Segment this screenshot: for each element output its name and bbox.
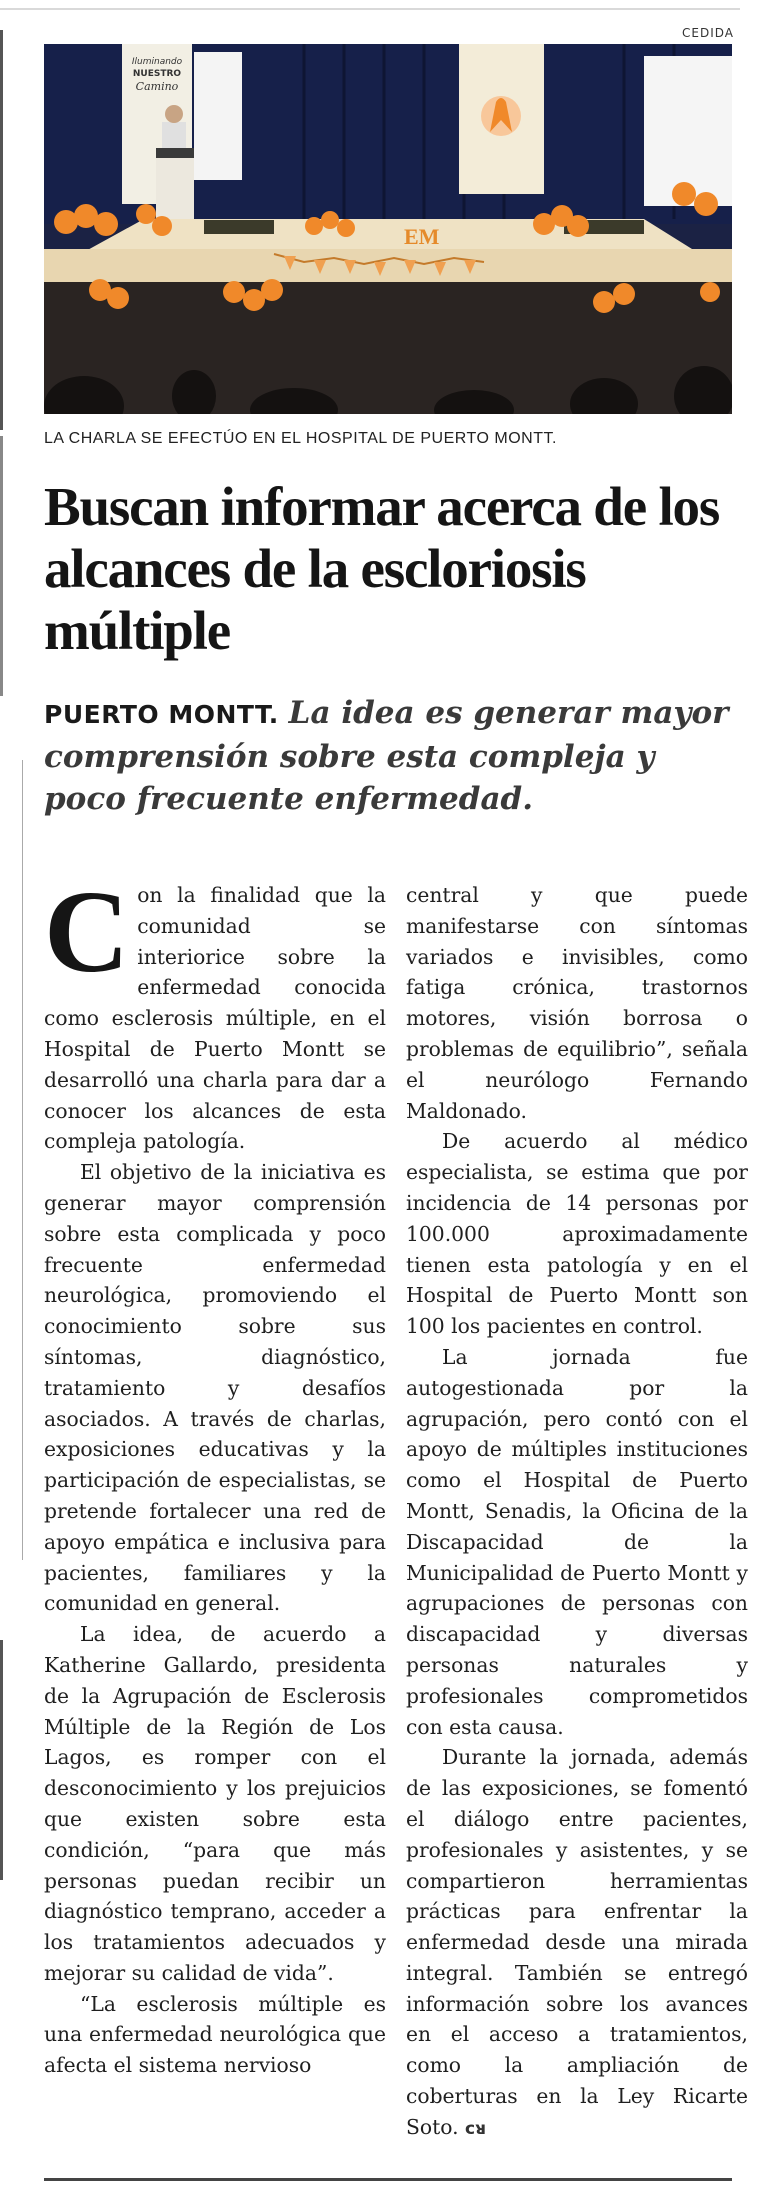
- podium: [156, 148, 194, 222]
- dropcap: C: [44, 866, 130, 997]
- page-edge-rule: [22, 760, 23, 1560]
- body-paragraph-7: La jornada fue autogestionada por la agrupación, pero contó con el apoyo de múltiples instituciones como el Hospital de Puerto Montt, Senadis, la Oficina de la Discapacidad de la Municipalidad de Puerto Montt y agrupaciones de personas con discapacidad y diversas personas naturales y profesionales comprometidos con esta causa.: [406, 1344, 748, 1739]
- presenter-head: [165, 105, 183, 123]
- headline: Buscan informar acerca de los alcances de la escloriosis múltiple: [44, 476, 720, 661]
- stage-letters: EM: [404, 224, 440, 249]
- body-paragraph-2: El objetivo de la iniciativa es generar mayor comprensión sobre esta complicada y poco frecuente enfermedad neurológica, promoviendo el conocimiento sobre sus síntomas, diagnóstico, tratamiento y desafíos asociados. A través de charlas, exposiciones educativas y la participación de especialistas, se pretende fortalecer una red de apoyo empática e inclusiva para pacientes, familiares y la comunidad en general.: [44, 1160, 386, 1616]
- podium-top: [156, 148, 194, 158]
- banner-second: [194, 52, 242, 180]
- body-paragraph-6: De acuerdo al médico especialista, se estima que por incidencia de 14 personas por 100.000 aproximadamente tienen esta patología y en el Hospital de Puerto Montt son 100 los pacientes en control.: [406, 1129, 748, 1339]
- end-mark-icon: ᴄᴚ: [465, 2118, 487, 2139]
- body-paragraph-3: La idea, de acuerdo a Katherine Gallardo, presidenta de la Agrupación de Esclerosis Múltiple de la Región de Los Lagos, es romper con el desconocimiento y los prejuicios que existen sobre esta condición, “para que más personas puedan recibir un diagnóstico temprano, acceder a los tratamientos adecuados y mejorar su calidad de vida”.: [44, 1622, 386, 1985]
- paragraph-text: Durante la jornada, además de las exposiciones, se fomentó el diálogo entre pacientes, profesionales y asistentes, y se compartieron herramientas prácticas para enfrentar la enfermedad desde una mirada integral. También se entregó información sobre los avances en el acceso a tratamientos, como la ampliación de coberturas en la Ley Ricarte Soto.: [406, 1745, 748, 2139]
- body-column-left: [44, 866, 386, 2081]
- body-paragraph-5: central y que puede manifestarse con síntomas variados e invisibles, como fatiga crónica, trastornos motores, visión borrosa o problemas de equilibrio”, señala el neurólogo Fernando Maldonado.: [406, 883, 748, 1123]
- body-paragraph-8: [406, 1742, 748, 2144]
- bottom-rule: [44, 2178, 732, 2181]
- body-paragraph-4: “La esclerosis múltiple es una enfermedad neurológica que afecta el sistema nervioso: [44, 1991, 386, 2078]
- top-rule: [0, 8, 740, 10]
- body-paragraph-1: [44, 866, 386, 1157]
- banner-left-line2: NUESTRO: [132, 69, 182, 79]
- deck-lead: La idea es generar mayor comprensión sobre esta compleja y poco frecuente enfermedad.: [44, 695, 729, 817]
- photo-credit: CEDIDA: [682, 26, 734, 40]
- deck: [44, 692, 744, 820]
- flower-box: [204, 220, 274, 234]
- banner-left-line1: Iluminando: [131, 57, 183, 67]
- body-column-right: [406, 880, 748, 2145]
- page-edge-rule: [0, 1640, 3, 1880]
- photo-caption: LA CHARLA SE EFECTÚO EN EL HOSPITAL DE PUERTO MONTT.: [44, 430, 557, 447]
- page-edge-rule: [0, 30, 3, 430]
- stage-illustration: [44, 44, 732, 414]
- event-photo: [44, 44, 732, 414]
- page-edge-rule: [0, 436, 3, 696]
- deck-location: PUERTO MONTT.: [44, 700, 279, 729]
- banner-left-line3: Camino: [135, 80, 179, 93]
- paragraph-text: on la finalidad que la comunidad se interiorice sobre la enfermedad conocida como esclerosis múltiple, en el Hospital de Puerto Montt se desarrolló una charla para dar a conocer los alcances de esta compleja patología.: [44, 883, 386, 1154]
